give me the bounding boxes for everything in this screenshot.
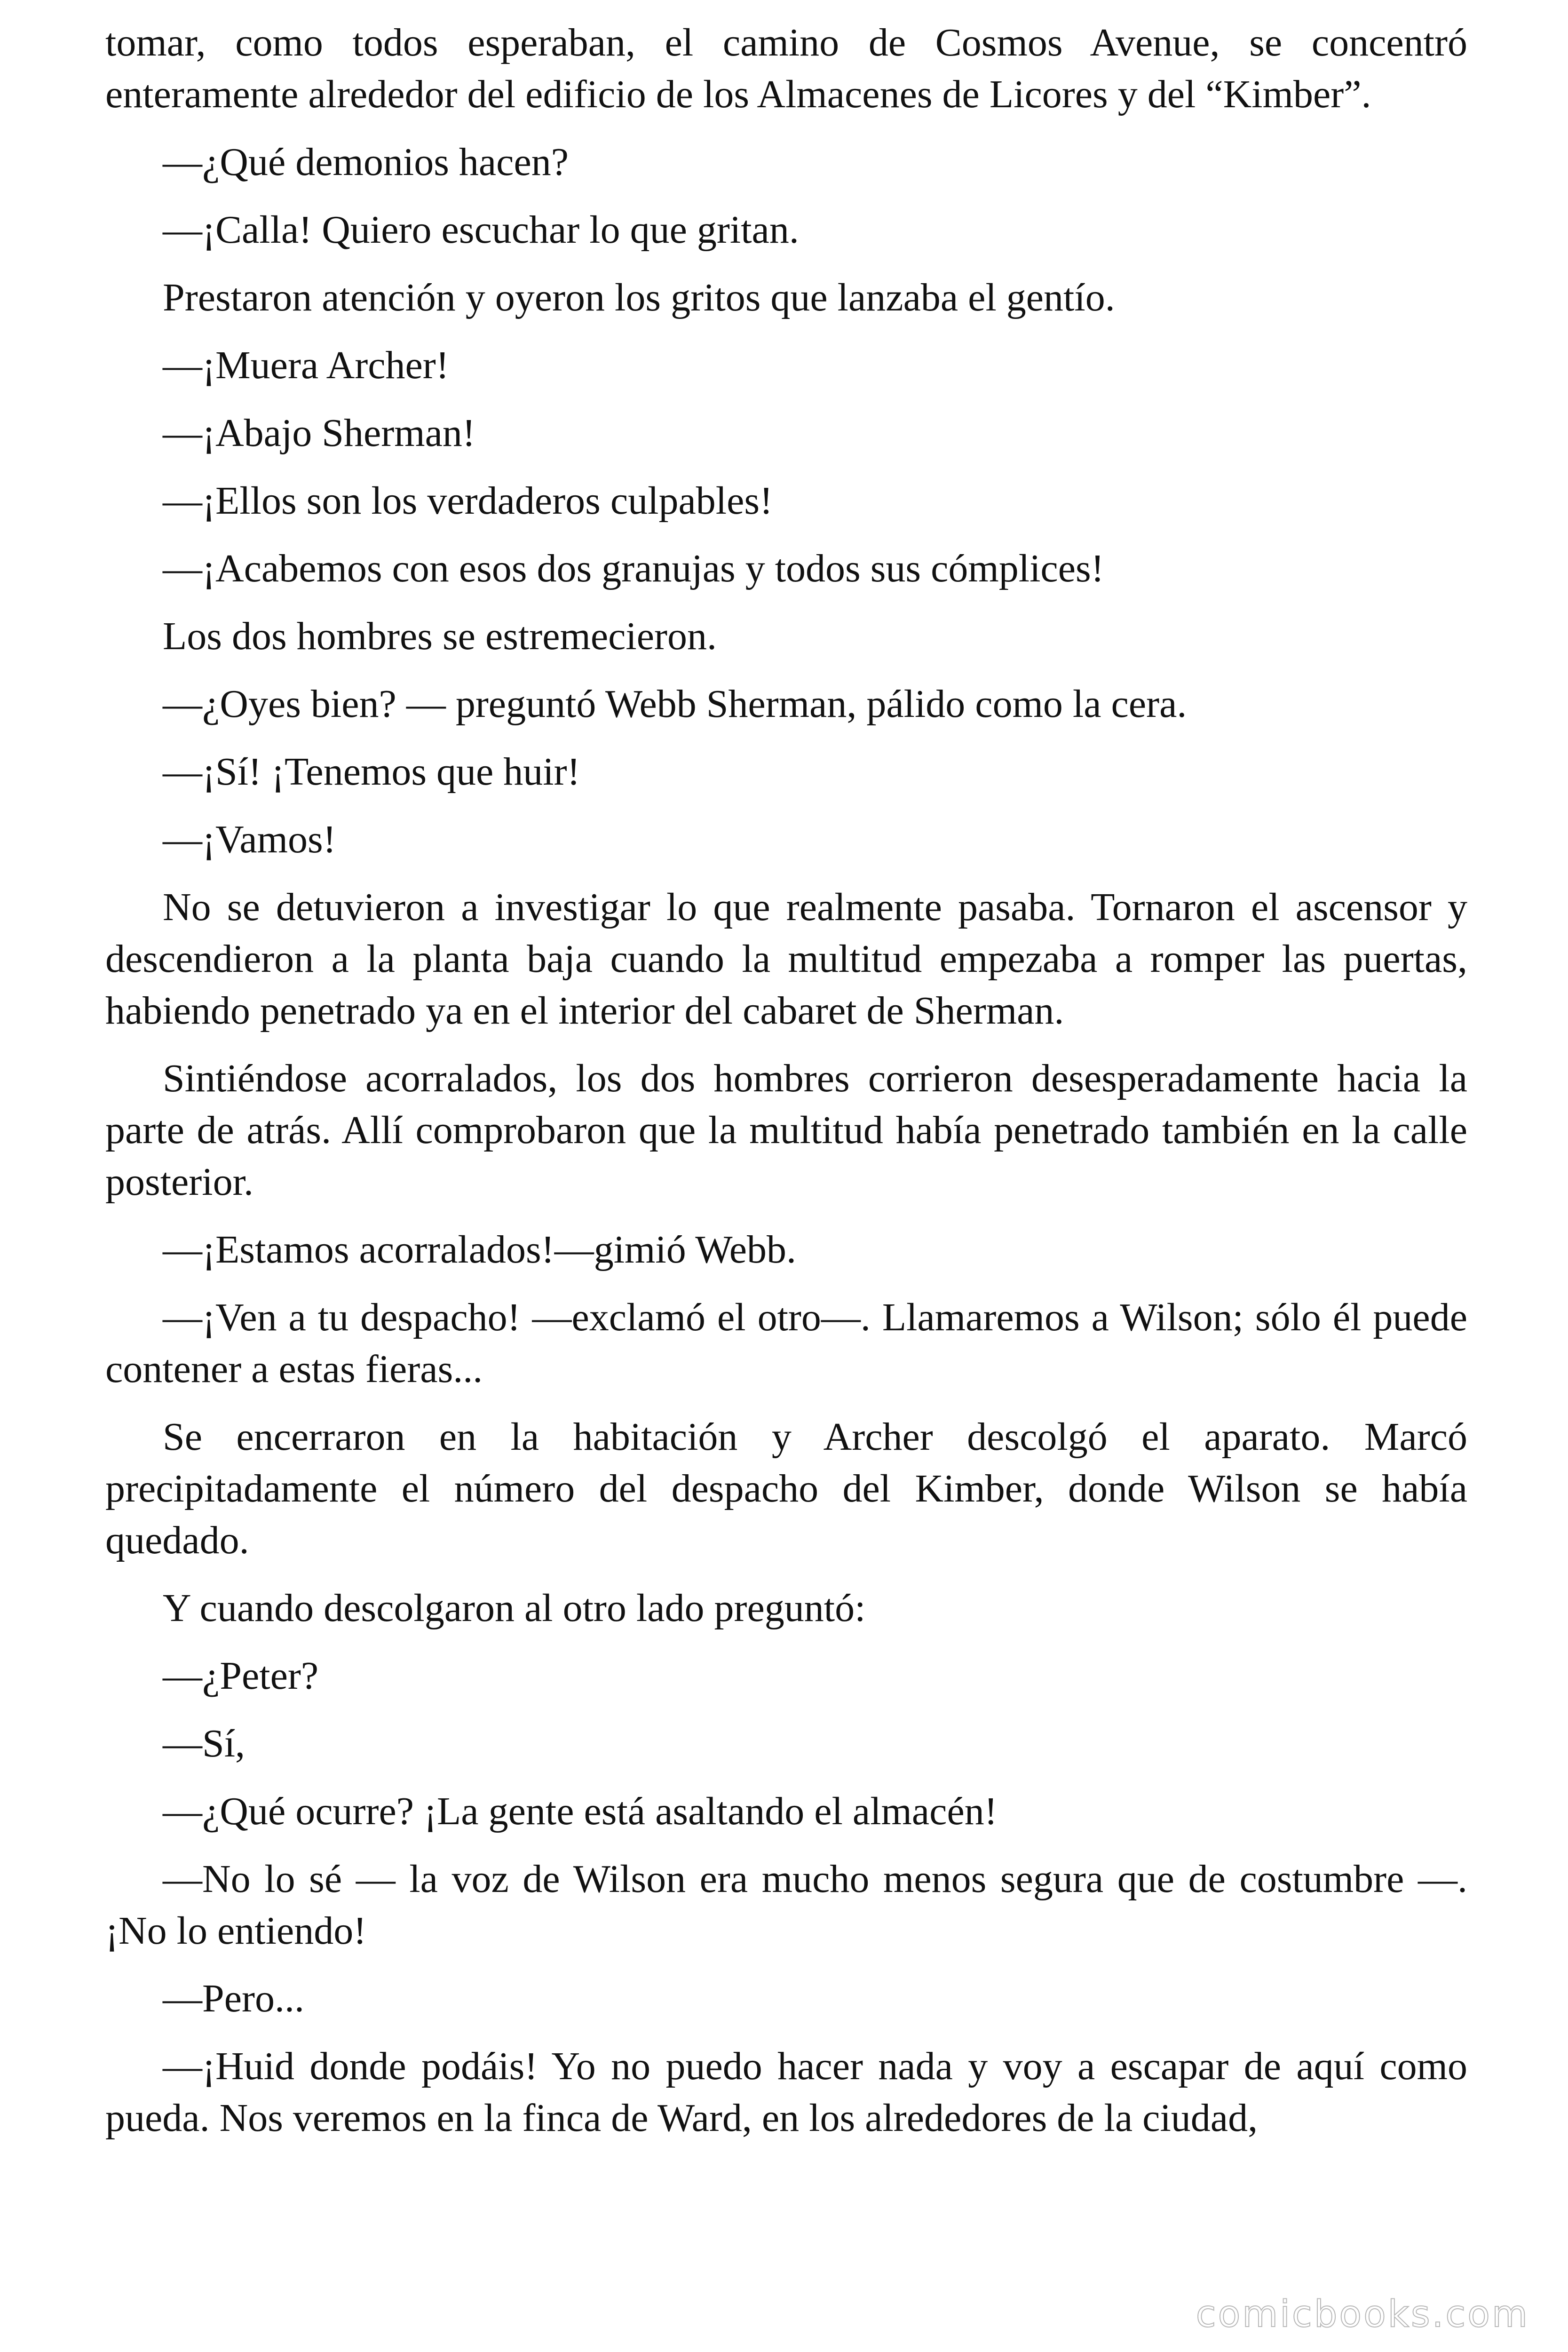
paragraph: —¡Estamos acorralados!—gimió Webb. bbox=[163, 1228, 797, 1271]
paragraph: tomar, como todos esperaban, el camino de Cosmos Avenue, se concentró enteramente alrededor del edificio de los Almacenes de Licores y del “Kimber”. bbox=[105, 21, 1467, 116]
paragraph: Los dos hombres se estremecieron. bbox=[163, 614, 717, 658]
paragraph: Prestaron atención y oyeron los gritos que lanzaba el gentío. bbox=[163, 276, 1115, 319]
paragraph: —¡Ven a tu despacho! —exclamó el otro—. Llamaremos a Wilson; sólo él puede contener a estas fieras... bbox=[105, 1295, 1467, 1391]
watermark: comicbooks.com bbox=[1196, 2293, 1529, 2336]
paragraph: —¿Oyes bien? — preguntó Webb Sherman, pálido como la cera. bbox=[163, 682, 1187, 726]
paragraph: —No lo sé — la voz de Wilson era mucho menos segura que de costumbre —. ¡No lo entiendo! bbox=[105, 1857, 1467, 1953]
paragraph: Sintiéndose acorralados, los dos hombres corrieron desesperadamente hacia la parte de atrás. Allí comprobaron que la multitud había penetrado también en la calle posterior. bbox=[105, 1057, 1467, 1204]
paragraph: —¡Acabemos con esos dos granujas y todos sus cómplices! bbox=[163, 547, 1104, 590]
paragraph: —¿Qué ocurre? ¡La gente está asaltando el almacén! bbox=[163, 1789, 998, 1833]
paragraph: —¡Sí! ¡Tenemos que huir! bbox=[163, 750, 580, 794]
paragraph: —¡Calla! Quiero escuchar lo que gritan. bbox=[163, 208, 799, 252]
paragraph: —¡Muera Archer! bbox=[163, 343, 449, 387]
paragraph: —Sí, bbox=[163, 1722, 245, 1765]
paragraph: —¡Huid donde podáis! Yo no puedo hacer nada y voy a escapar de aquí como pueda. Nos veremos en la finca de Ward, en los alrededores de la ciudad, bbox=[105, 2044, 1467, 2140]
paragraph: —¡Ellos son los verdaderos culpables! bbox=[163, 479, 773, 523]
paragraph: —¡Vamos! bbox=[163, 818, 336, 861]
paragraph: Y cuando descolgaron al otro lado preguntó: bbox=[163, 1586, 866, 1630]
paragraph: Se encerraron en la habitación y Archer descolgó el aparato. Marcó precipitadamente el número del despacho del Kimber, donde Wilson se había quedado. bbox=[105, 1415, 1467, 1562]
paragraph: —Pero... bbox=[163, 1977, 304, 2020]
paragraph: —¿Peter? bbox=[163, 1654, 319, 1698]
paragraph: No se detuvieron a investigar lo que realmente pasaba. Tornaron el ascensor y descendieron a la planta baja cuando la multitud empezaba a romper las puertas, habiendo penetrado ya en el interior del cabaret de Sherman. bbox=[105, 885, 1467, 1033]
page-body bbox=[105, 17, 1467, 2160]
paragraph: —¡Abajo Sherman! bbox=[163, 411, 475, 455]
paragraph: —¿Qué demonios hacen? bbox=[163, 140, 569, 184]
